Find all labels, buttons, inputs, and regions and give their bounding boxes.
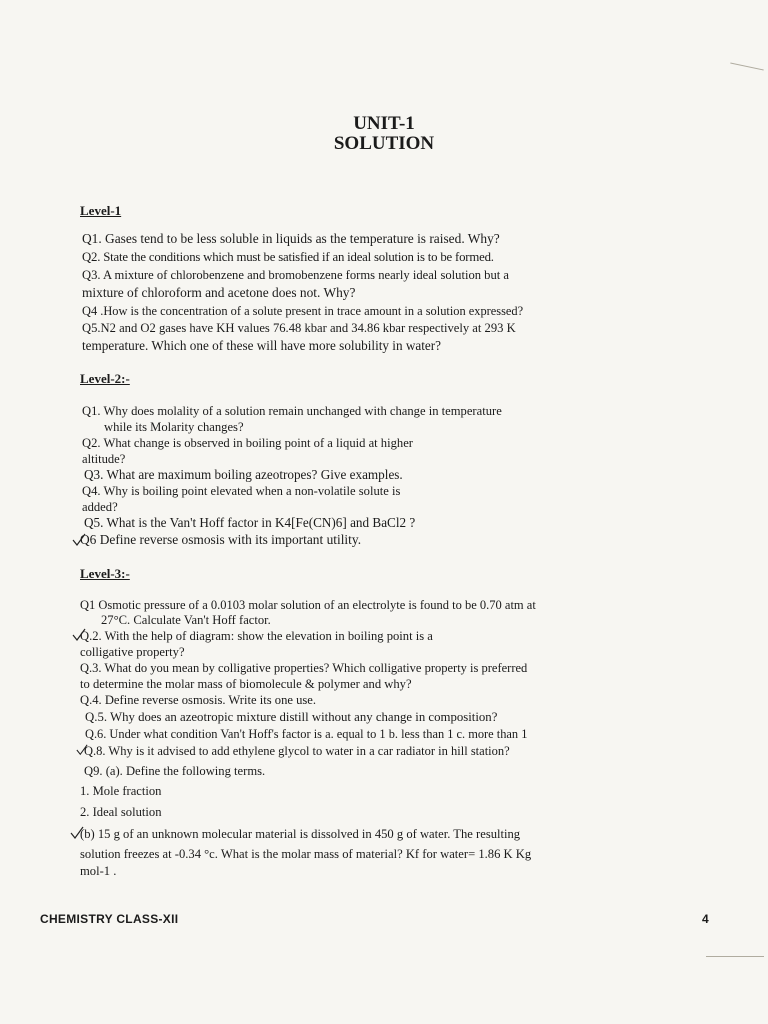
level1-line: mixture of chloroform and acetone does not. Why?	[82, 285, 356, 300]
level1-heading: Level-1	[80, 203, 122, 218]
level2-line: Q6 Define reverse osmosis with its important utility.	[80, 532, 362, 547]
level1-line: Q3. A mixture of chlorobenzene and bromobenzene forms nearly ideal solution but a	[82, 268, 510, 282]
level1-line: Q1. Gases tend to be less soluble in liquids as the temperature is raised. Why?	[82, 231, 500, 246]
level2-line: Q2. What change is observed in boiling point of a liquid at higher	[82, 436, 413, 450]
page-number: 4	[702, 912, 709, 926]
scan-mark	[706, 956, 764, 957]
check-mark-icon	[70, 826, 84, 840]
level3-line: 27°C. Calculate Van't Hoff factor.	[101, 613, 271, 627]
scan-mark	[730, 62, 763, 70]
level1-line: temperature. Which one of these will have more solubility in water?	[82, 338, 441, 353]
level3-line: colligative property?	[80, 645, 185, 659]
level3-line: Q.3. What do you mean by colligative properties? Which colligative property is preferred	[80, 661, 528, 675]
footer-label: CHEMISTRY CLASS-XII	[40, 912, 179, 926]
level2-line: added?	[82, 500, 118, 514]
check-mark-icon	[76, 744, 88, 756]
level3-line: to determine the molar mass of biomolecule & polymer and why?	[80, 677, 412, 691]
level1-line: Q5.N2 and O2 gases have KH values 76.48 kbar and 34.86 kbar respectively at 293 K	[82, 321, 516, 335]
level3-line: Q.6. Under what condition Van't Hoff's factor is a. equal to 1 b. less than 1 c. more than 1	[85, 727, 528, 741]
level3-line: Q.4. Define reverse osmosis. Write its one use.	[80, 693, 317, 707]
unit-title: UNIT-1	[353, 113, 415, 134]
level3-line: Q.5. Why does an azeotropic mixture distill without any change in composition?	[85, 710, 498, 724]
level1-line: Q4 .How is the concentration of a solute present in trace amount in a solution expressed?	[82, 304, 524, 318]
level3-line: (b) 15 g of an unknown molecular material is dissolved in 450 g of water. The resulting	[80, 827, 521, 841]
check-mark-icon	[72, 533, 86, 547]
level2-line: altitude?	[82, 452, 126, 466]
level2-line: Q1. Why does molality of a solution remain unchanged with change in temperature	[82, 404, 502, 418]
level2-line: while its Molarity changes?	[104, 420, 244, 434]
level3-line: 2. Ideal solution	[80, 805, 162, 819]
level3-heading: Level-3:-	[80, 566, 130, 581]
check-mark-icon	[72, 628, 86, 642]
level3-line: solution freezes at -0.34 °c. What is the molar mass of material? Kf for water= 1.86 K Kg	[80, 847, 532, 861]
level2-line: Q3. What are maximum boiling azeotropes? Give examples.	[84, 467, 403, 482]
topic-title: SOLUTION	[333, 133, 435, 154]
level3-line: 1. Mole fraction	[80, 784, 162, 798]
level3-line: Q9. (a). Define the following terms.	[84, 764, 266, 778]
level1-line: Q2. State the conditions which must be satisfied if an ideal solution is to be formed.	[82, 250, 494, 264]
level3-line: Q1 Osmotic pressure of a 0.0103 molar solution of an electrolyte is found to be 0.70 atm at	[80, 598, 536, 612]
level2-line: Q4. Why is boiling point elevated when a non-volatile solute is	[82, 484, 401, 498]
level3-line: Q.2. With the help of diagram: show the elevation in boiling point is a	[80, 629, 433, 643]
level3-line: mol-1 .	[80, 864, 117, 878]
level2-heading: Level-2:-	[80, 371, 130, 386]
level2-line: Q5. What is the Van't Hoff factor in K4[Fe(CN)6] and BaCl2 ?	[84, 515, 416, 530]
level3-line: Q.8. Why is it advised to add ethylene glycol to water in a car radiator in hill station?	[84, 744, 510, 758]
